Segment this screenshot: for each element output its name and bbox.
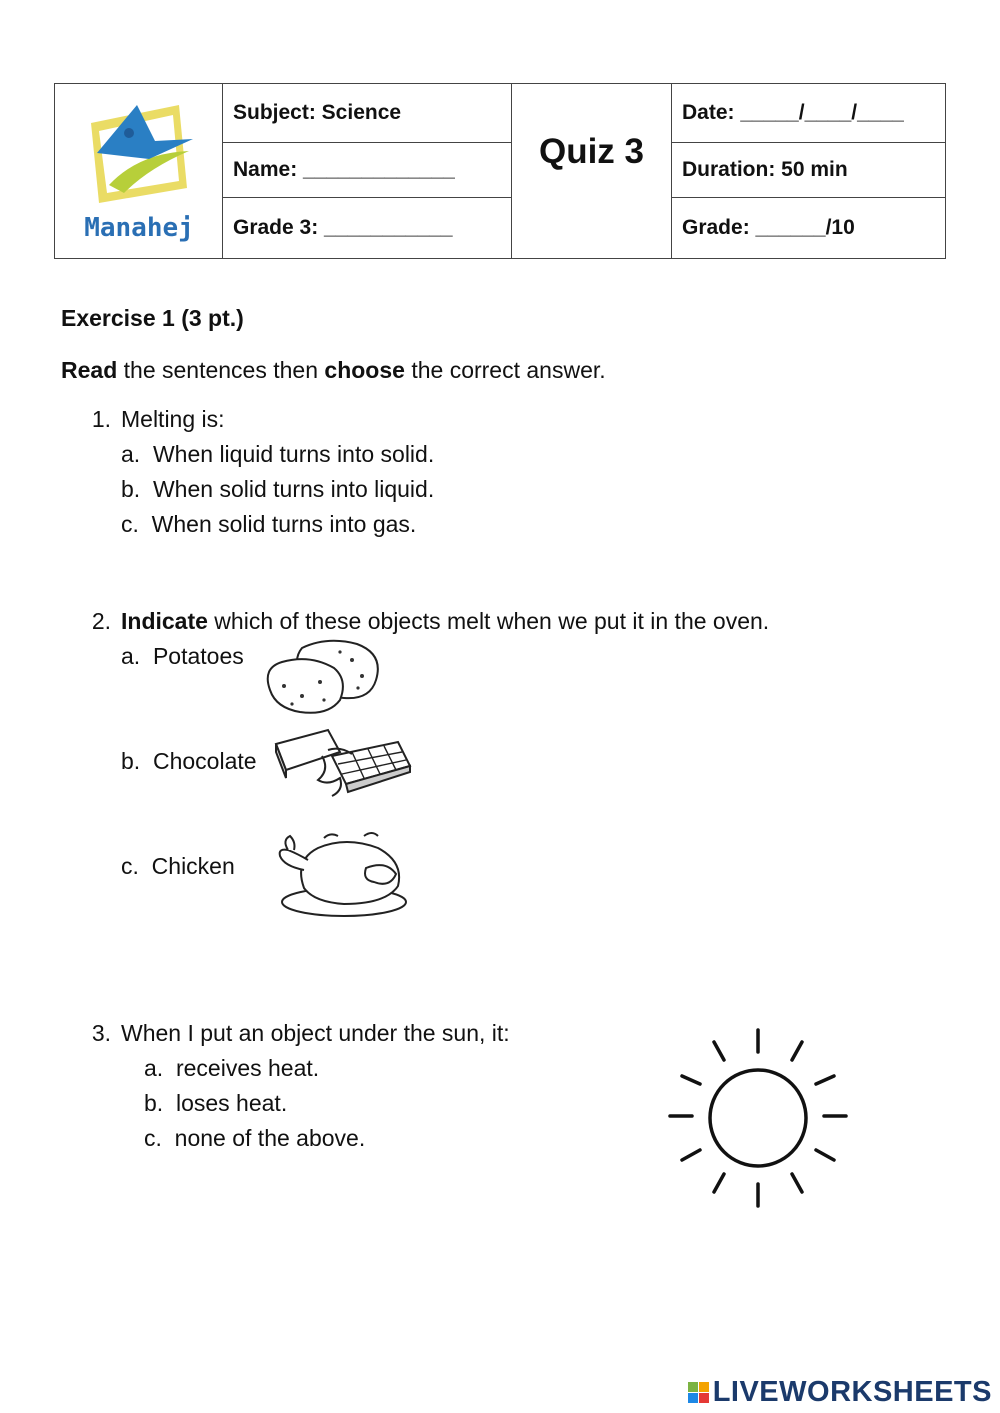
liveworksheets-brand[interactable] <box>688 1376 992 1409</box>
option-text: When solid turns into liquid. <box>152 476 435 502</box>
chicken-icon <box>274 830 412 922</box>
option-text: Chicken <box>151 853 235 879</box>
option-letter: a. <box>144 1055 164 1081</box>
question-3-option-b[interactable] <box>144 1090 287 1117</box>
option-letter: a. <box>121 441 141 467</box>
question-2-text <box>121 608 769 635</box>
option-text: Chocolate <box>152 748 257 774</box>
option-text: When liquid turns into solid. <box>152 441 435 467</box>
option-letter: c. <box>121 511 139 537</box>
quiz-title: Quiz 3 <box>512 84 672 259</box>
duration-cell: Duration: 50 min <box>672 143 946 198</box>
question-3-option-c[interactable] <box>144 1125 365 1152</box>
option-letter: c. <box>144 1125 162 1151</box>
question-2-option-a[interactable] <box>121 643 244 670</box>
option-text: When solid turns into gas. <box>151 511 417 537</box>
option-letter: b. <box>121 476 141 502</box>
option-text: none of the above. <box>174 1125 366 1151</box>
question-1-text: Melting is: <box>121 406 225 432</box>
manahej-logo <box>69 93 209 243</box>
name-field: Name: _____________ <box>223 143 512 198</box>
exercise-title: Exercise 1 (3 pt.) <box>61 305 244 331</box>
grade-score-field: Grade: ______/10 <box>672 198 946 259</box>
question-2-option-b[interactable] <box>121 748 257 775</box>
question-2-bold-word: Indicate <box>121 608 208 634</box>
option-letter: b. <box>144 1090 164 1116</box>
sun-icon <box>662 1022 854 1214</box>
question-1-number: 1. <box>91 406 111 432</box>
instruction-read: Read <box>61 357 118 383</box>
quiz-header-table <box>54 83 946 259</box>
question-1-option-b[interactable] <box>121 476 434 503</box>
subject-cell: Subject: Science <box>223 84 512 143</box>
logo-cell <box>55 84 223 259</box>
option-letter: c. <box>121 853 139 879</box>
logo-figure-head <box>124 128 134 138</box>
instruction-text-2: the correct answer. <box>404 357 606 383</box>
option-letter: b. <box>121 748 141 774</box>
potatoes-icon <box>262 638 382 716</box>
option-text: Potatoes <box>152 643 244 669</box>
option-text: loses heat. <box>175 1090 288 1116</box>
exercise-instruction <box>61 357 606 384</box>
instruction-choose: choose <box>324 357 405 383</box>
grade-level-field: Grade 3: ___________ <box>223 198 512 259</box>
liveworksheets-brand-text: LIVEWORKSHEETS <box>712 1376 992 1408</box>
question-3-text: When I put an object under the sun, it: <box>121 1020 510 1046</box>
question-1-option-c[interactable] <box>121 511 416 538</box>
question-3-option-a[interactable] <box>144 1055 319 1082</box>
question-1-option-a[interactable] <box>121 441 434 468</box>
sun-disc <box>710 1070 806 1166</box>
question-2-option-c[interactable] <box>121 853 235 880</box>
question-3-number: 3. <box>91 1020 111 1046</box>
instruction-text-1: the sentences then <box>117 357 325 383</box>
date-field: Date: _____/____/____ <box>672 84 946 143</box>
question-2-number: 2. <box>91 608 111 634</box>
option-text: receives heat. <box>175 1055 320 1081</box>
liveworksheets-logo-icon <box>688 1382 709 1403</box>
question-2-rest: which of these objects melt when we put it in the oven. <box>207 608 770 634</box>
chocolate-icon <box>270 726 415 800</box>
logo-text: Manahej <box>83 213 194 243</box>
option-letter: a. <box>121 643 141 669</box>
